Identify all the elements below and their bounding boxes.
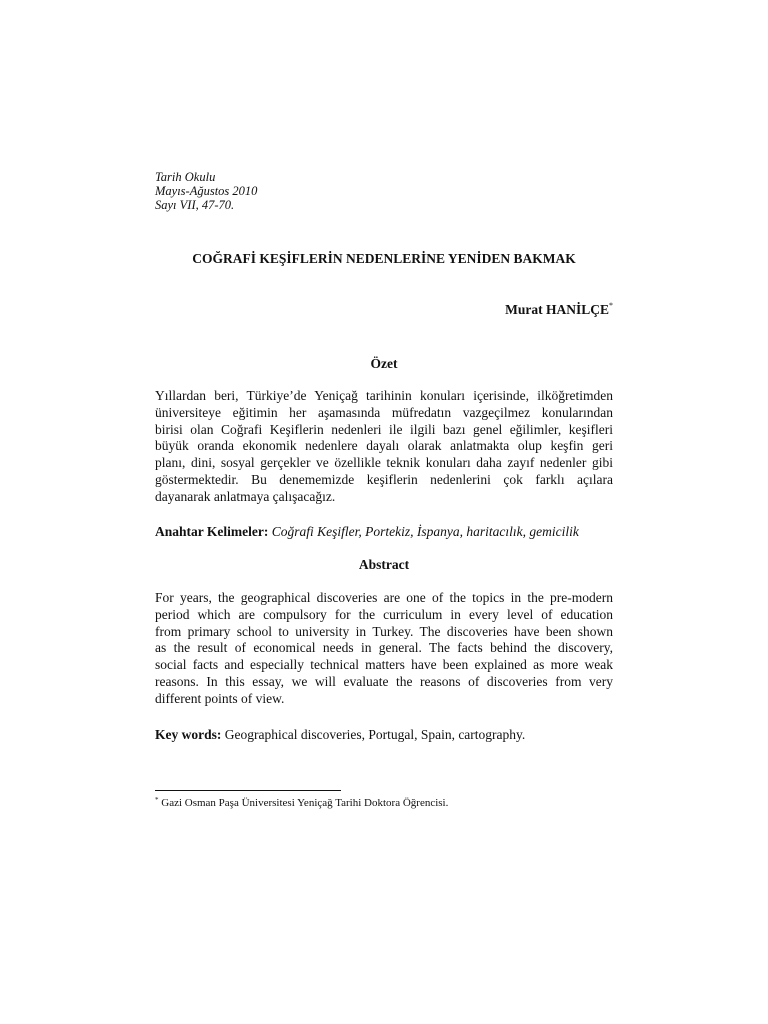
abstract-line: from primary school to university in Turkey. The discoveries have been shown [155, 623, 613, 639]
ozet-paragraph [155, 388, 613, 506]
ozet-line: Yıllardan beri, Türkiye’de Yeniçağ tarihinin konuları içerisinde, ilköğretimden [155, 388, 613, 403]
author-name: Murat HANİLÇE [505, 302, 609, 317]
ozet-line: planı, dini, sosyal gerçekler ve özellikle teknik konuları daha zayıf nedenler gibi [155, 455, 613, 471]
ozet-line: üniversiteye eğitimin her aşamasında müfredatın vazgeçilmez konularından [155, 404, 613, 420]
journal-issue-date: Mayıs-Ağustos 2010 [155, 184, 258, 198]
footnote-divider [155, 790, 341, 791]
abstract-heading: Abstract [358, 557, 410, 572]
key-words [155, 727, 625, 743]
author-footnote-mark: * [609, 301, 613, 310]
abstract-line: different points of view. [155, 690, 285, 706]
anahtar-kelimeler-value: Coğrafi Keşifler, Portekiz, İspanya, haritacılık, gemicilik [271, 524, 579, 539]
footnote-text: Gazi Osman Paşa Üniversitesi Yeniçağ Tarihi Doktora Öğrencisi. [161, 797, 449, 809]
journal-volume-pages: Sayı VII, 47-70. [155, 198, 235, 212]
abstract-line: social facts and especially technical matters have been explained as more weak [155, 657, 613, 673]
journal-info [155, 170, 257, 212]
anahtar-kelimeler-label: Anahtar Kelimeler: [155, 524, 269, 539]
author [505, 302, 613, 318]
abstract-line: For years, the geographical discoveries are one of the topics in the pre-modern [155, 590, 613, 605]
journal-name: Tarih Okulu [155, 170, 216, 184]
key-words-value: Geographical discoveries, Portugal, Spain, cartography. [224, 727, 526, 742]
paper-title: COĞRAFİ KEŞİFLERİN NEDENLERİNE YENİDEN BAKMAK [192, 251, 576, 266]
ozet-line: dayanarak anlatmaya çalışacağız. [155, 488, 336, 504]
abstract-line: reasons. In this essay, we will evaluate the reasons of discoveries from very [155, 673, 613, 689]
abstract-paragraph [155, 590, 613, 708]
key-words-label: Key words: [155, 727, 222, 742]
anahtar-kelimeler [155, 524, 625, 540]
ozet-line: birisi olan Coğrafi Keşiflerin nedenleri ile ilgili bazı genel eğilimler, keşifleri [155, 421, 613, 437]
ozet-line: büyük oranda ekonomik nedenlere dayalı olarak anlatmakta olup keşfin geri [155, 438, 613, 454]
footnote-mark: * [155, 796, 159, 804]
ozet-heading: Özet [370, 356, 398, 371]
footnote [155, 797, 448, 810]
abstract-line: period which are compulsory for the curriculum in every level of education [155, 606, 613, 622]
ozet-line: göstermektedir. Bu denememizde keşiflerin nedenlerini çok farklı açılara [155, 471, 613, 487]
abstract-line: as the result of economical needs in general. The facts behind the discovery, [155, 640, 613, 656]
